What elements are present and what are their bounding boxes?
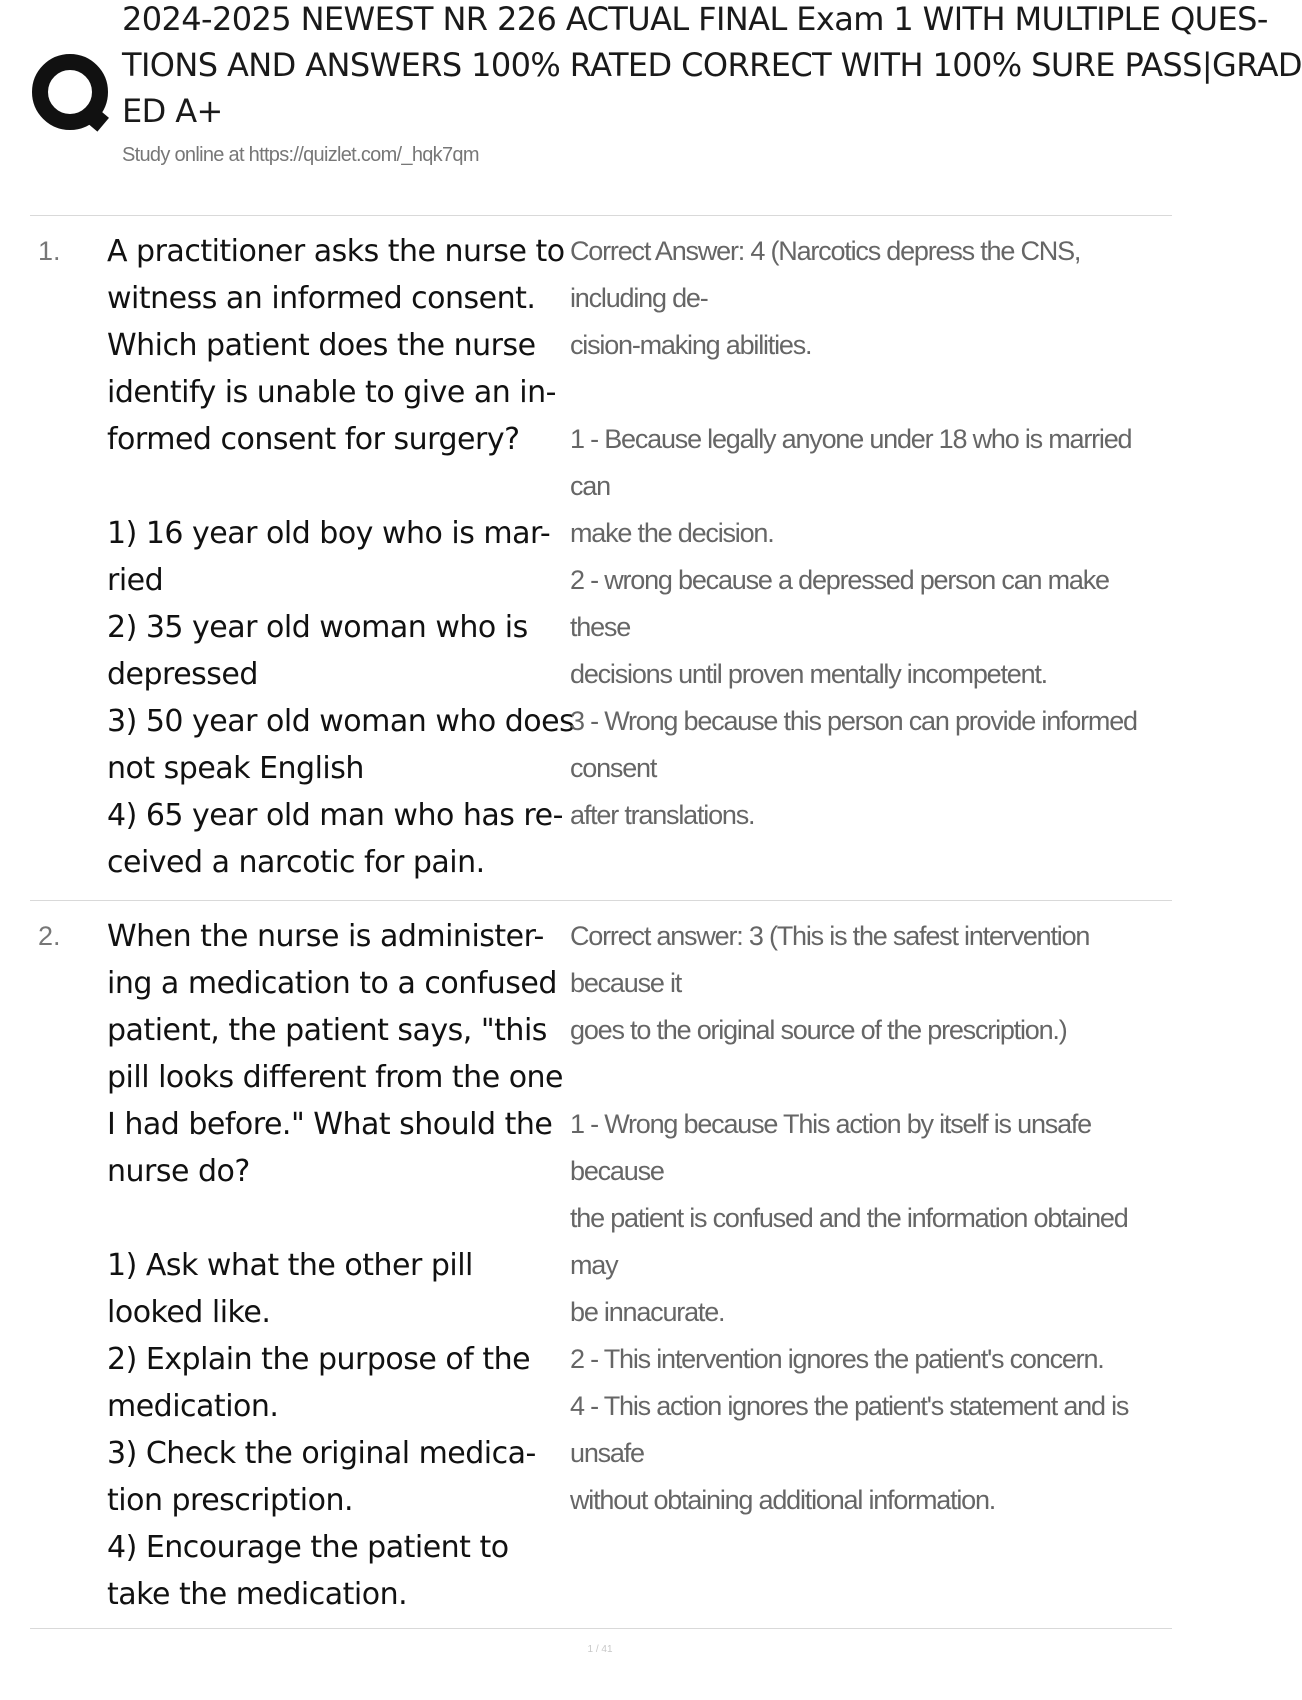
question-text: A practitioner asks the nurse to witness an informed consent. Which patient does the nurse identify is unable to give an in- formed consent for surgery? 1) 16 year old boy who is mar- ried 2) 35 year old woman who is depressed 3) 50 year old woman who does not speak English 4) 65 year old man who has re- ceived a narcotic for pain. <box>107 234 575 880</box>
divider <box>30 1628 1172 1629</box>
question-number: 2. <box>38 921 61 951</box>
title-line-2: TIONS AND ANSWERS 100% RATED CORRECT WITH 100% SURE PASS|GRAD <box>122 46 1302 84</box>
question-number: 1. <box>38 236 61 266</box>
title-line-partial <box>122 0 1268 42</box>
answer-text: Correct answer: 3 (This is the safest intervention because it goes to the original source of the prescription.) 1 - Wrong because This action by itself is unsafe because the patient is confused and the information obtained may be innacurate. 2 - This intervention ignores the patient's concern. 4 - This action ignores the patient's statement and is unsafe without obtaining additional information. <box>570 921 1129 1515</box>
document-header <box>30 0 1302 215</box>
question-text: When the nurse is administer- ing a medication to a confused patient, the patient says, "this pill looks different from the one I had before." What should the nurse do? 1) Ask what the other pill looked like. 2) Explain the purpose of the medication. 3) Check the original medica- tion prescription. 4) Encourage the patient to take the medication. <box>107 919 564 1612</box>
title-line-1: 2024-2025 NEWEST NR 226 ACTUAL FINAL Exam 1 WITH MULTIPLE QUES- <box>122 0 1268 38</box>
page-marker: 1 / 41 <box>587 1644 613 1655</box>
answer-text: Correct Answer: 4 (Narcotics depress the CNS, including de- cision-making abilities. 1 - Because legally anyone under 18 who is married can make the decision. 2 - wrong because a depressed person can make these decisions until proven mentally incompetent. 3 - Wrong because this person can provide informed consent after translations. <box>570 236 1137 830</box>
divider <box>30 900 1172 901</box>
quizlet-q-logo-icon <box>30 50 114 134</box>
title-block <box>122 0 1302 167</box>
divider <box>30 215 1172 216</box>
title-line-3: ED A+ <box>122 92 223 130</box>
study-online-link[interactable]: Study online at https://quizlet.com/_hqk7qm <box>122 144 479 166</box>
